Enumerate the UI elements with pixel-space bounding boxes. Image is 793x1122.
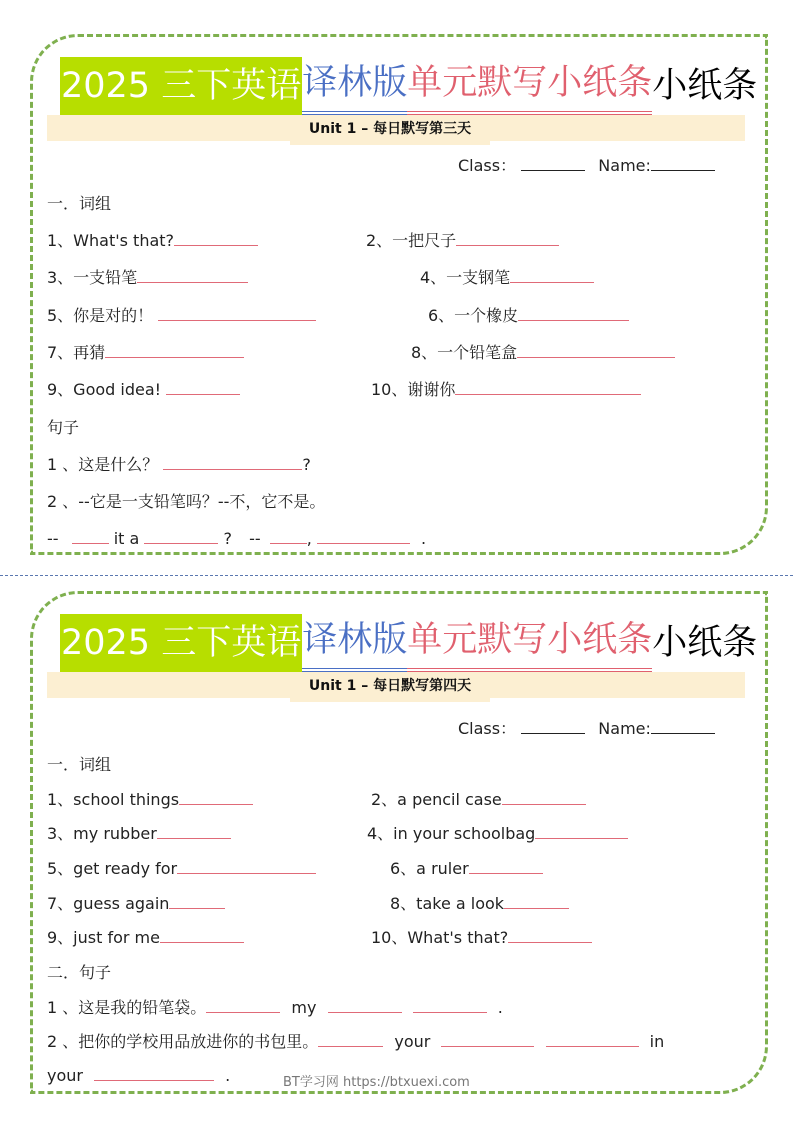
phrase-text: 1、What's that?	[47, 231, 175, 250]
sentence-word: it a	[113, 529, 140, 548]
name-label: Name:	[598, 719, 651, 738]
sentence-prompt: 2 、--它是一支铅笔吗？--不，它不是。	[47, 492, 326, 511]
answer-blank[interactable]	[510, 266, 594, 283]
card-title	[60, 614, 757, 672]
phrase-item	[47, 303, 316, 326]
subtitle: Unit 1 – 每日默写第四天	[290, 672, 490, 702]
answer-blank[interactable]	[94, 1064, 214, 1081]
answer-blank[interactable]	[328, 996, 402, 1013]
phrase-item	[371, 377, 641, 400]
answer-blank[interactable]	[179, 788, 253, 805]
phrase-item	[390, 856, 543, 879]
dictation-card-day3	[30, 34, 768, 555]
footer-watermark: BT学习网 https://btxuexi.com	[283, 1075, 470, 1090]
phrase-text: 8、take a look	[390, 894, 505, 913]
dash: --	[47, 529, 59, 548]
phrase-item	[420, 265, 594, 288]
phrase-text: 3、一支铅笔	[47, 268, 138, 287]
phrase-item	[428, 303, 629, 326]
name-field[interactable]	[651, 154, 715, 171]
punctuation: ?	[223, 529, 233, 548]
answer-blank[interactable]	[105, 341, 244, 358]
section-heading-phrases: 一．词组	[47, 755, 112, 774]
answer-blank[interactable]	[137, 266, 248, 283]
punctuation: .	[421, 529, 427, 548]
phrase-text: 3、my rubber	[47, 824, 157, 843]
answer-blank[interactable]	[270, 527, 307, 544]
punctuation: .	[225, 1066, 231, 1085]
phrase-text: 6、一个橡皮	[428, 306, 519, 325]
phrase-text: 9、Good idea!	[47, 380, 162, 399]
title-year-subject: 2025 三下英语	[60, 614, 302, 672]
sentence-prompt: 1 、这是我的铅笔袋。	[47, 998, 207, 1017]
title-note: 小纸条	[652, 623, 758, 663]
answer-blank[interactable]	[518, 304, 629, 321]
answer-blank[interactable]	[502, 788, 586, 805]
phrase-text: 4、in your schoolbag	[367, 824, 536, 843]
dash: --	[249, 529, 261, 548]
answer-blank[interactable]	[158, 304, 316, 321]
phrase-item	[47, 340, 244, 363]
sentence-word: in	[649, 1032, 665, 1051]
phrase-text: 6、a ruler	[390, 859, 469, 878]
section-heading-phrases: 一．词组	[47, 194, 112, 213]
phrase-item	[411, 340, 675, 363]
phrase-item	[371, 787, 586, 810]
answer-blank[interactable]	[441, 1030, 534, 1047]
answer-blank[interactable]	[456, 229, 559, 246]
phrase-item	[47, 787, 253, 810]
phrase-text: 7、再猜	[47, 343, 106, 362]
sentence-prompt: 1 、这是什么？	[47, 455, 159, 474]
phrase-item	[47, 856, 316, 879]
answer-blank[interactable]	[318, 1030, 383, 1047]
sentence-item	[47, 1029, 664, 1052]
answer-blank[interactable]	[504, 892, 569, 909]
answer-blank[interactable]	[157, 822, 231, 839]
answer-blank[interactable]	[469, 857, 543, 874]
answer-blank[interactable]	[206, 996, 280, 1013]
answer-blank[interactable]	[535, 822, 628, 839]
phrase-text: 5、你是对的！	[47, 306, 154, 325]
sentence-answer-line	[47, 527, 426, 548]
class-label: Class：	[458, 156, 517, 175]
title-edition: 译林版	[302, 614, 407, 672]
phrase-text: 2、一把尺子	[366, 231, 457, 250]
title-unit-dictation: 单元默写小纸条	[407, 57, 652, 115]
phrase-item	[47, 377, 240, 400]
subtitle: Unit 1 – 每日默写第三天	[290, 115, 490, 145]
title-note: 小纸条	[652, 66, 758, 106]
answer-blank[interactable]	[144, 527, 218, 544]
sentence-item	[47, 995, 503, 1018]
section-heading-sentences: 句子	[47, 418, 80, 437]
class-name-line	[458, 716, 715, 739]
punctuation: ?	[302, 455, 311, 474]
phrase-item	[371, 925, 592, 948]
phrase-item	[47, 228, 258, 251]
answer-blank[interactable]	[508, 926, 592, 943]
phrase-text: 7、guess again	[47, 894, 170, 913]
phrase-text: 4、一支钢笔	[420, 268, 511, 287]
answer-blank[interactable]	[163, 453, 302, 470]
sentence-word: your	[47, 1066, 83, 1085]
card-title	[60, 57, 757, 115]
phrase-item	[366, 228, 559, 251]
title-edition: 译林版	[302, 57, 407, 115]
name-label: Name:	[598, 156, 651, 175]
dictation-card-day4	[30, 591, 768, 1094]
answer-blank[interactable]	[174, 229, 258, 246]
answer-blank[interactable]	[546, 1030, 639, 1047]
class-label: Class：	[458, 719, 517, 738]
title-unit-dictation: 单元默写小纸条	[407, 614, 652, 672]
answer-blank[interactable]	[169, 892, 225, 909]
phrase-item	[47, 891, 225, 914]
answer-blank[interactable]	[166, 378, 240, 395]
phrase-item	[390, 891, 569, 914]
title-year-subject: 2025 三下英语	[60, 57, 302, 115]
phrase-text: 2、a pencil case	[371, 790, 502, 809]
sentence-prompt: 2 、把你的学校用品放进你的书包里。	[47, 1032, 319, 1051]
phrase-item	[367, 821, 628, 844]
cut-line	[0, 575, 793, 576]
section-heading-sentences: 二．句子	[47, 963, 112, 982]
answer-blank[interactable]	[413, 996, 487, 1013]
phrase-item	[47, 925, 244, 948]
class-field[interactable]	[521, 717, 585, 734]
phrase-item	[47, 821, 231, 844]
phrase-text: 5、get ready for	[47, 859, 178, 878]
answer-blank[interactable]	[160, 926, 244, 943]
class-name-line	[458, 153, 715, 176]
phrase-text: 9、just for me	[47, 928, 160, 947]
answer-blank[interactable]	[177, 857, 316, 874]
answer-blank[interactable]	[517, 341, 675, 358]
phrase-text: 8、一个铅笔盒	[411, 343, 518, 362]
phrase-text: 1、school things	[47, 790, 180, 809]
punctuation: .	[497, 998, 503, 1017]
sentence-word: your	[394, 1032, 431, 1051]
answer-blank[interactable]	[72, 527, 109, 544]
answer-blank[interactable]	[317, 527, 410, 544]
sentence-word: my	[291, 998, 317, 1017]
class-field[interactable]	[521, 154, 585, 171]
name-field[interactable]	[651, 717, 715, 734]
punctuation: ,	[306, 529, 312, 548]
phrase-text: 10、谢谢你	[371, 380, 456, 399]
answer-blank[interactable]	[455, 378, 641, 395]
sentence-item	[47, 1064, 230, 1085]
sentence-item	[47, 452, 311, 475]
phrase-item	[47, 265, 248, 288]
phrase-text: 10、What's that?	[371, 928, 509, 947]
